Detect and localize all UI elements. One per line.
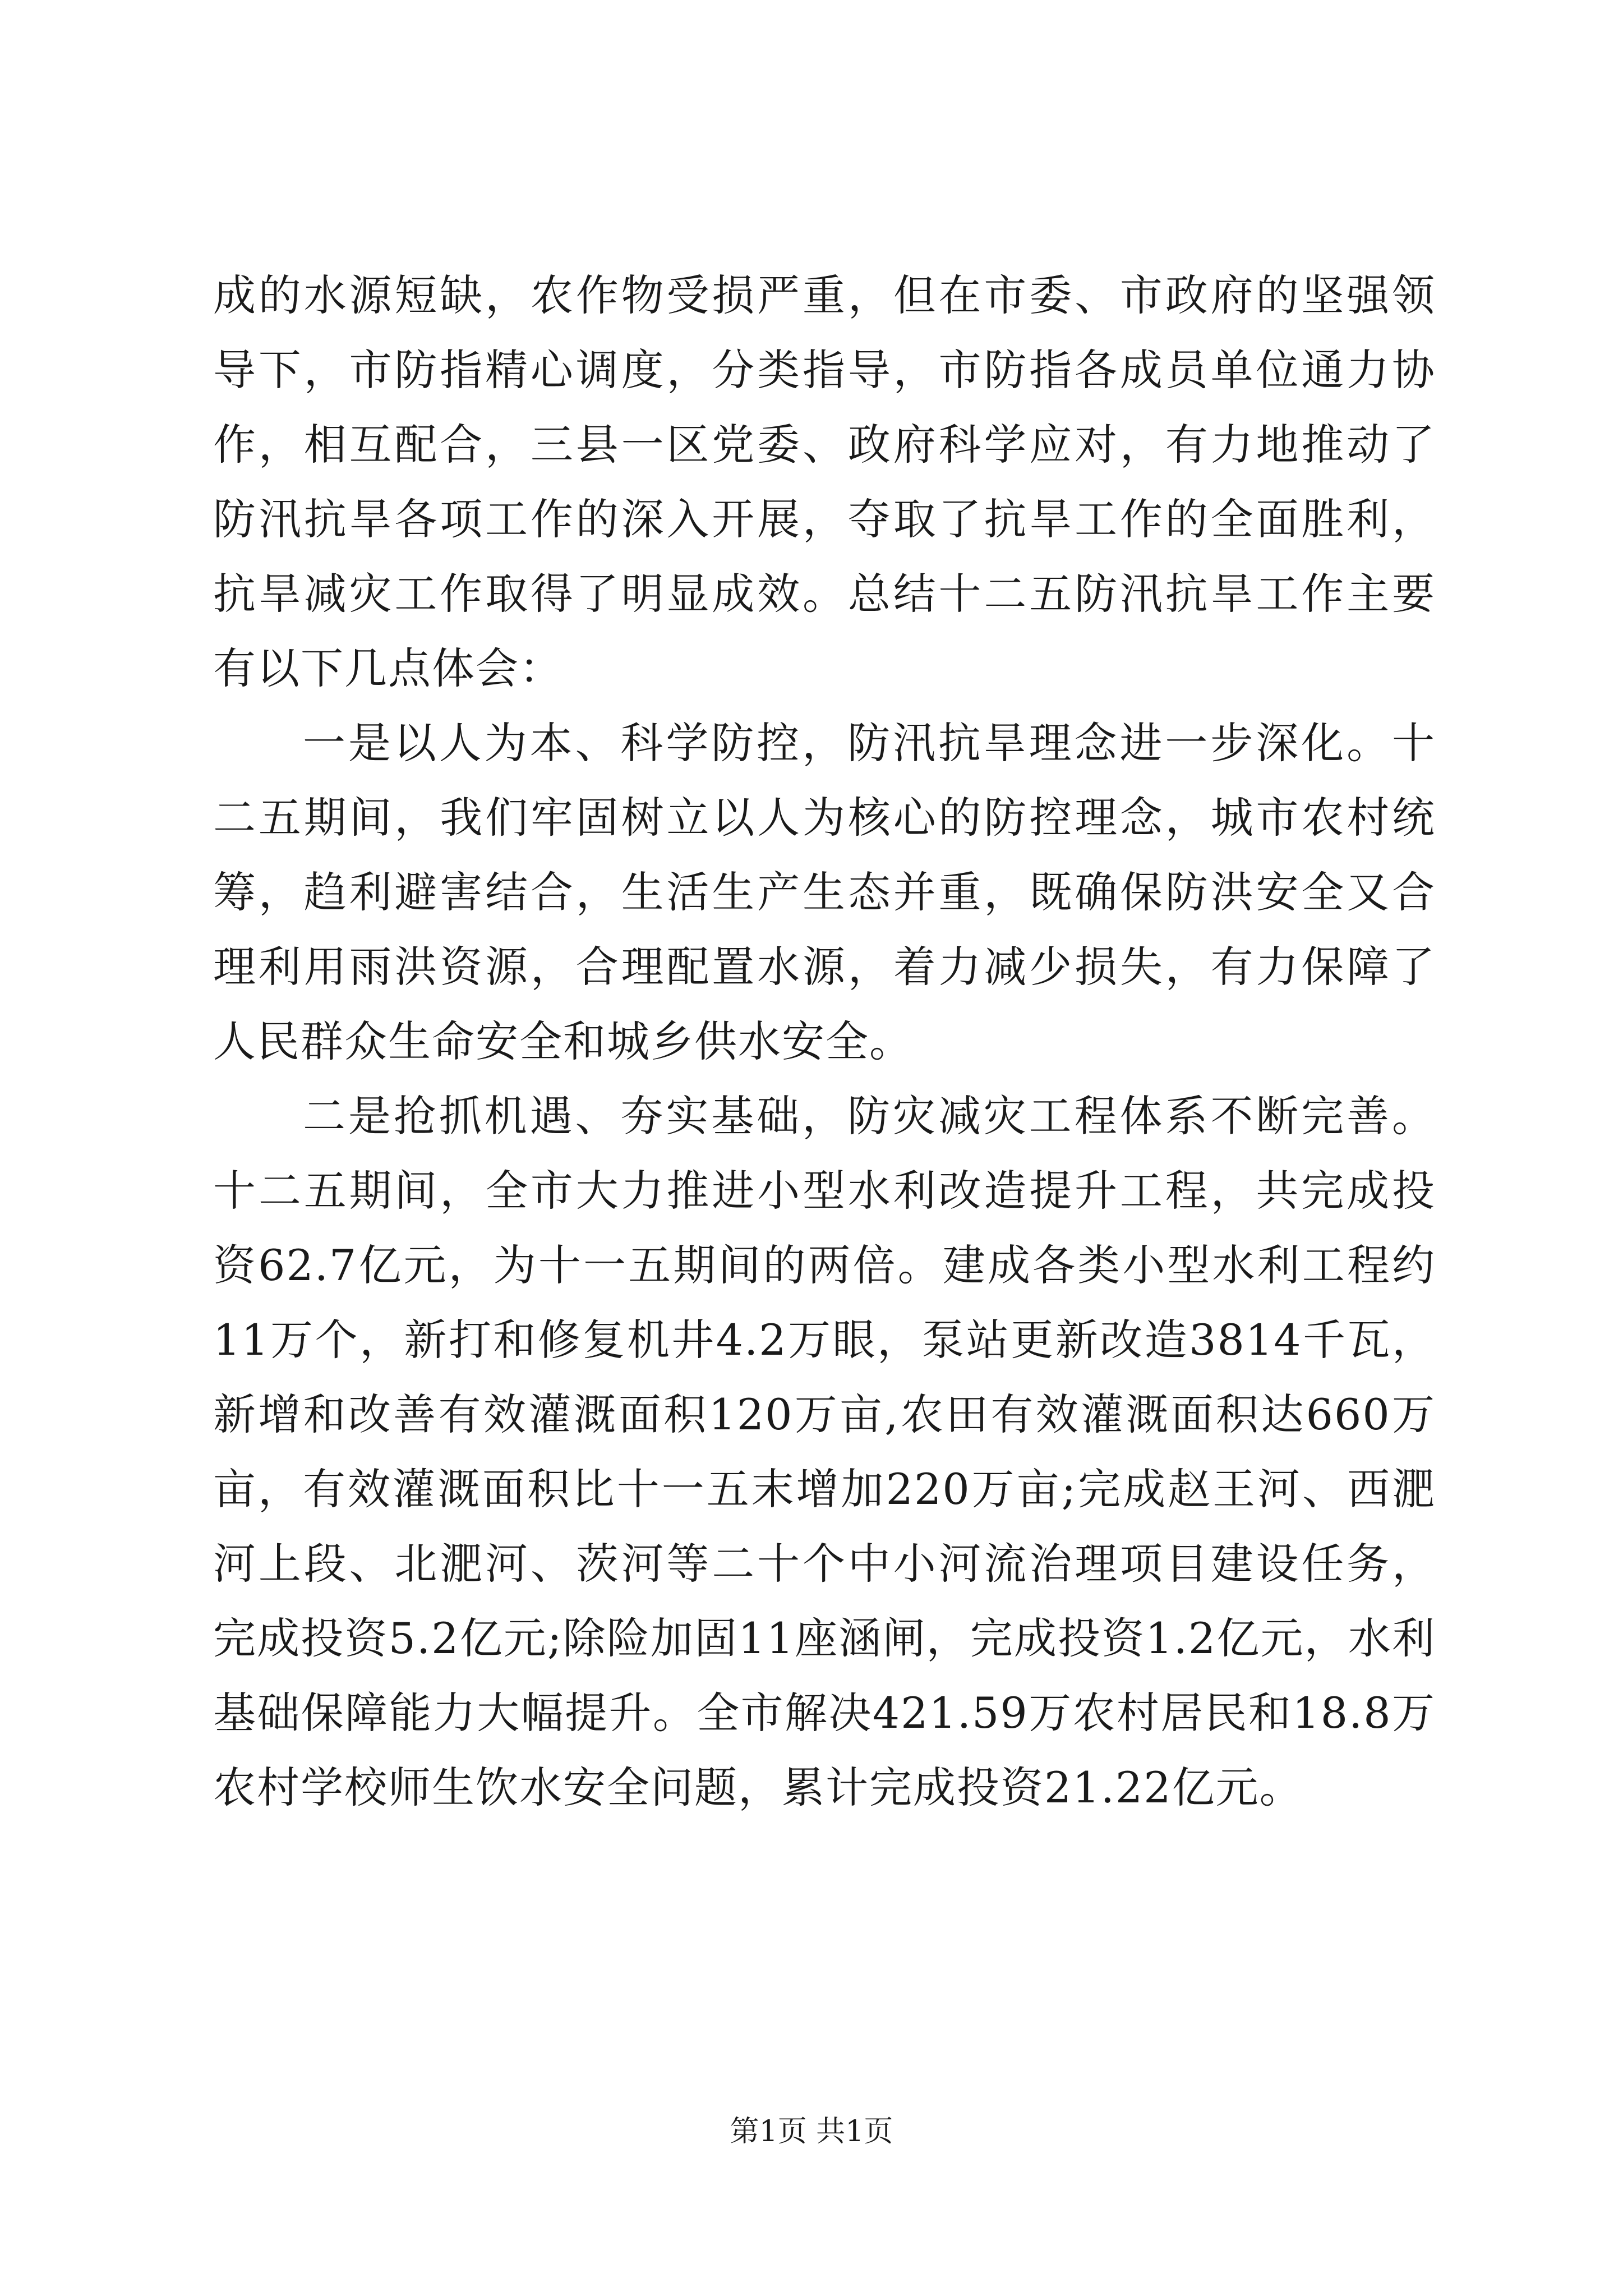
paragraph-2: 一是以人为本、科学防控，防汛抗旱理念进一步深化。十二五期间，我们牢固树立以人为核心的防控理念，城市农村统筹，趋利避害结合，生活生产生态并重，既确保防洪安全又合理利用雨洪资源，合理配置水源，着力减少损失，有力保障了人民群众生命安全和城乡供水安全。 <box>213 718 1436 1066</box>
paragraph-1: 成的水源短缺，农作物受损严重，但在市委、市政府的坚强领导下，市防指精心调度，分类指导，市防指各成员单位通力协作，相互配合，三县一区党委、政府科学应对，有力地推动了防汛抗旱各项工作的深入开展，夺取了抗旱工作的全面胜利，抗旱减灾工作取得了明显成效。总结十二五防汛抗旱工作主要有以下几点体会： <box>213 270 1436 693</box>
document-body <box>213 258 1436 1825</box>
page-footer: 第1页 共1页 <box>730 2115 893 2148</box>
paragraph-3: 二是抢抓机遇、夯实基础，防灾减灾工程体系不断完善。十二五期间，全市大力推进小型水利改造提升工程，共完成投资62.7亿元，为十一五期间的两倍。建成各类小型水利工程约11万个，新打和修复机井4.2万眼，泵站更新改造3814千瓦，新增和改善有效灌溉面积120万亩,农田有效灌溉面积达660万亩，有效灌溉面积比十一五末增加220万亩;完成赵王河、西淝河上段、北淝河、茨河等二十个中小河流治理项目建设任务，完成投资5.2亿元;除险加固11座涵闸，完成投资1.2亿元，水利基础保障能力大幅提升。全市解决421.59万农村居民和18.8万农村学校师生饮水安全问题，累计完成投资21.22亿元。 <box>213 1091 1436 1812</box>
